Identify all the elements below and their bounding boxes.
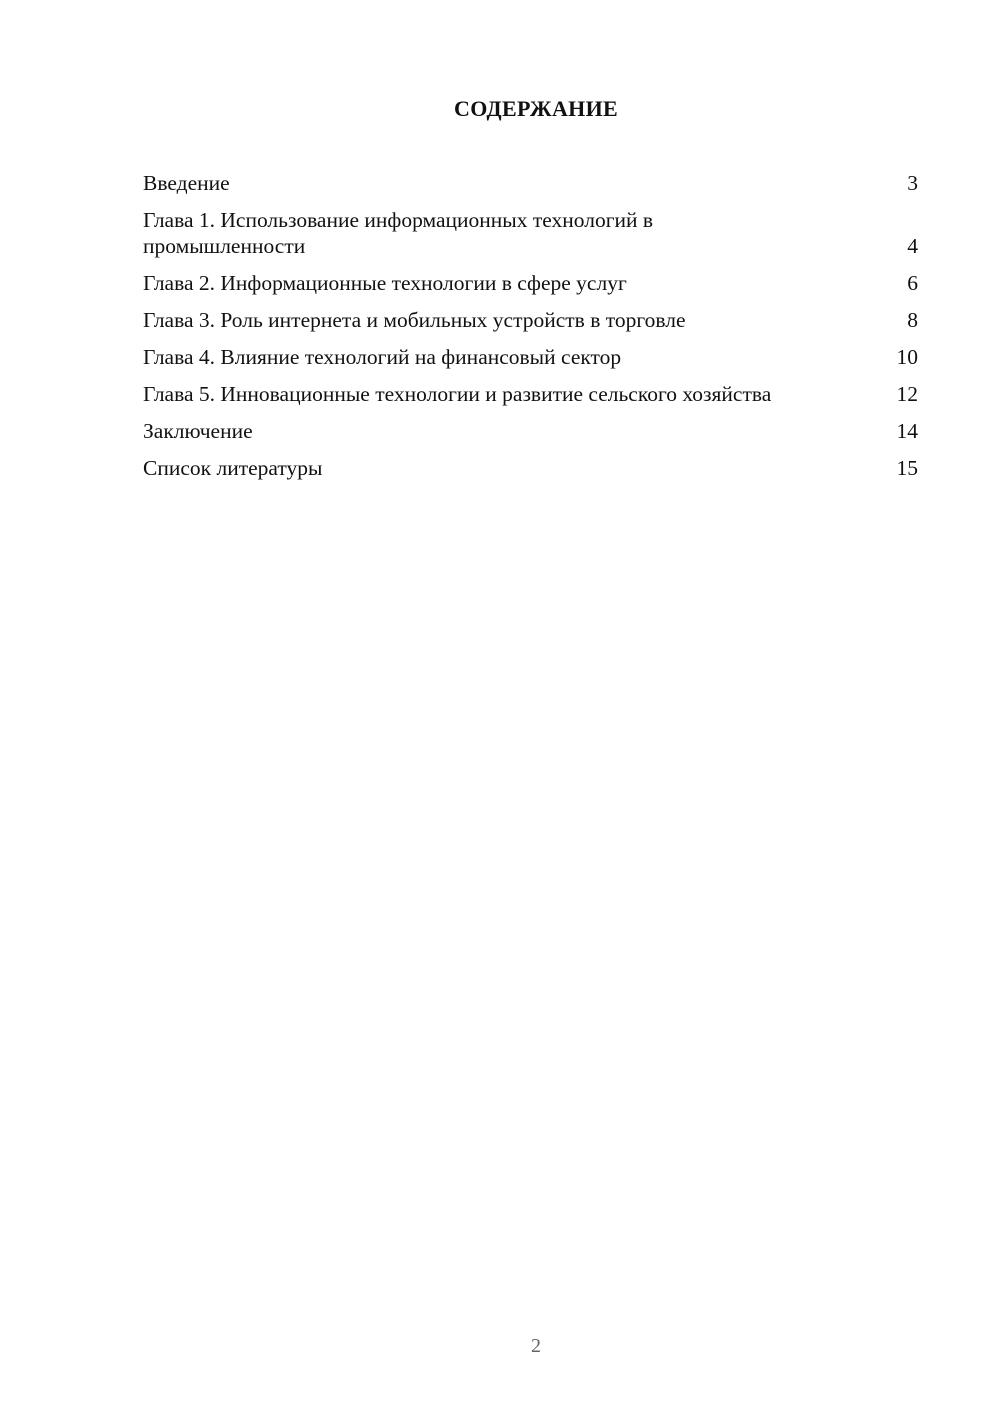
toc-entry-page: 4 bbox=[907, 234, 918, 258]
toc-entry-introduction[interactable] bbox=[143, 170, 918, 196]
toc-entry-title: Глава 3. Роль интернета и мобильных устройств в торговле bbox=[143, 308, 686, 332]
toc-entry-page: 14 bbox=[896, 419, 918, 443]
toc-entry-chapter-4[interactable] bbox=[143, 344, 918, 370]
toc-entry-title: Глава 4. Влияние технологий на финансовый сектор bbox=[143, 345, 622, 369]
toc-entry-title: Глава 1. Использование информационных технологий в промышленности bbox=[143, 208, 654, 258]
table-of-contents bbox=[143, 170, 918, 492]
page-number: 2 bbox=[531, 1335, 541, 1357]
toc-entry-page: 12 bbox=[896, 382, 918, 406]
toc-entry-chapter-5[interactable] bbox=[143, 381, 918, 407]
toc-entry-title: Введение bbox=[143, 171, 230, 195]
toc-entry-title: Список литературы bbox=[143, 456, 323, 480]
toc-entry-references[interactable] bbox=[143, 455, 918, 481]
toc-entry-title: Глава 5. Инновационные технологии и развитие сельского хозяйства bbox=[143, 382, 772, 406]
toc-entry-conclusion[interactable] bbox=[143, 418, 918, 444]
toc-entry-page: 15 bbox=[896, 456, 918, 480]
toc-entry-chapter-1[interactable] bbox=[143, 207, 918, 259]
toc-entry-chapter-2[interactable] bbox=[143, 270, 918, 296]
page-title: СОДЕРЖАНИЕ bbox=[454, 96, 618, 121]
toc-entry-chapter-3[interactable] bbox=[143, 307, 918, 333]
toc-entry-title: Заключение bbox=[143, 419, 253, 443]
toc-entry-title: Глава 2. Информационные технологии в сфере услуг bbox=[143, 271, 627, 295]
toc-entry-page: 10 bbox=[896, 345, 918, 369]
toc-entry-page: 3 bbox=[907, 171, 918, 195]
toc-entry-page: 6 bbox=[907, 271, 918, 295]
toc-entry-page: 8 bbox=[907, 308, 918, 332]
